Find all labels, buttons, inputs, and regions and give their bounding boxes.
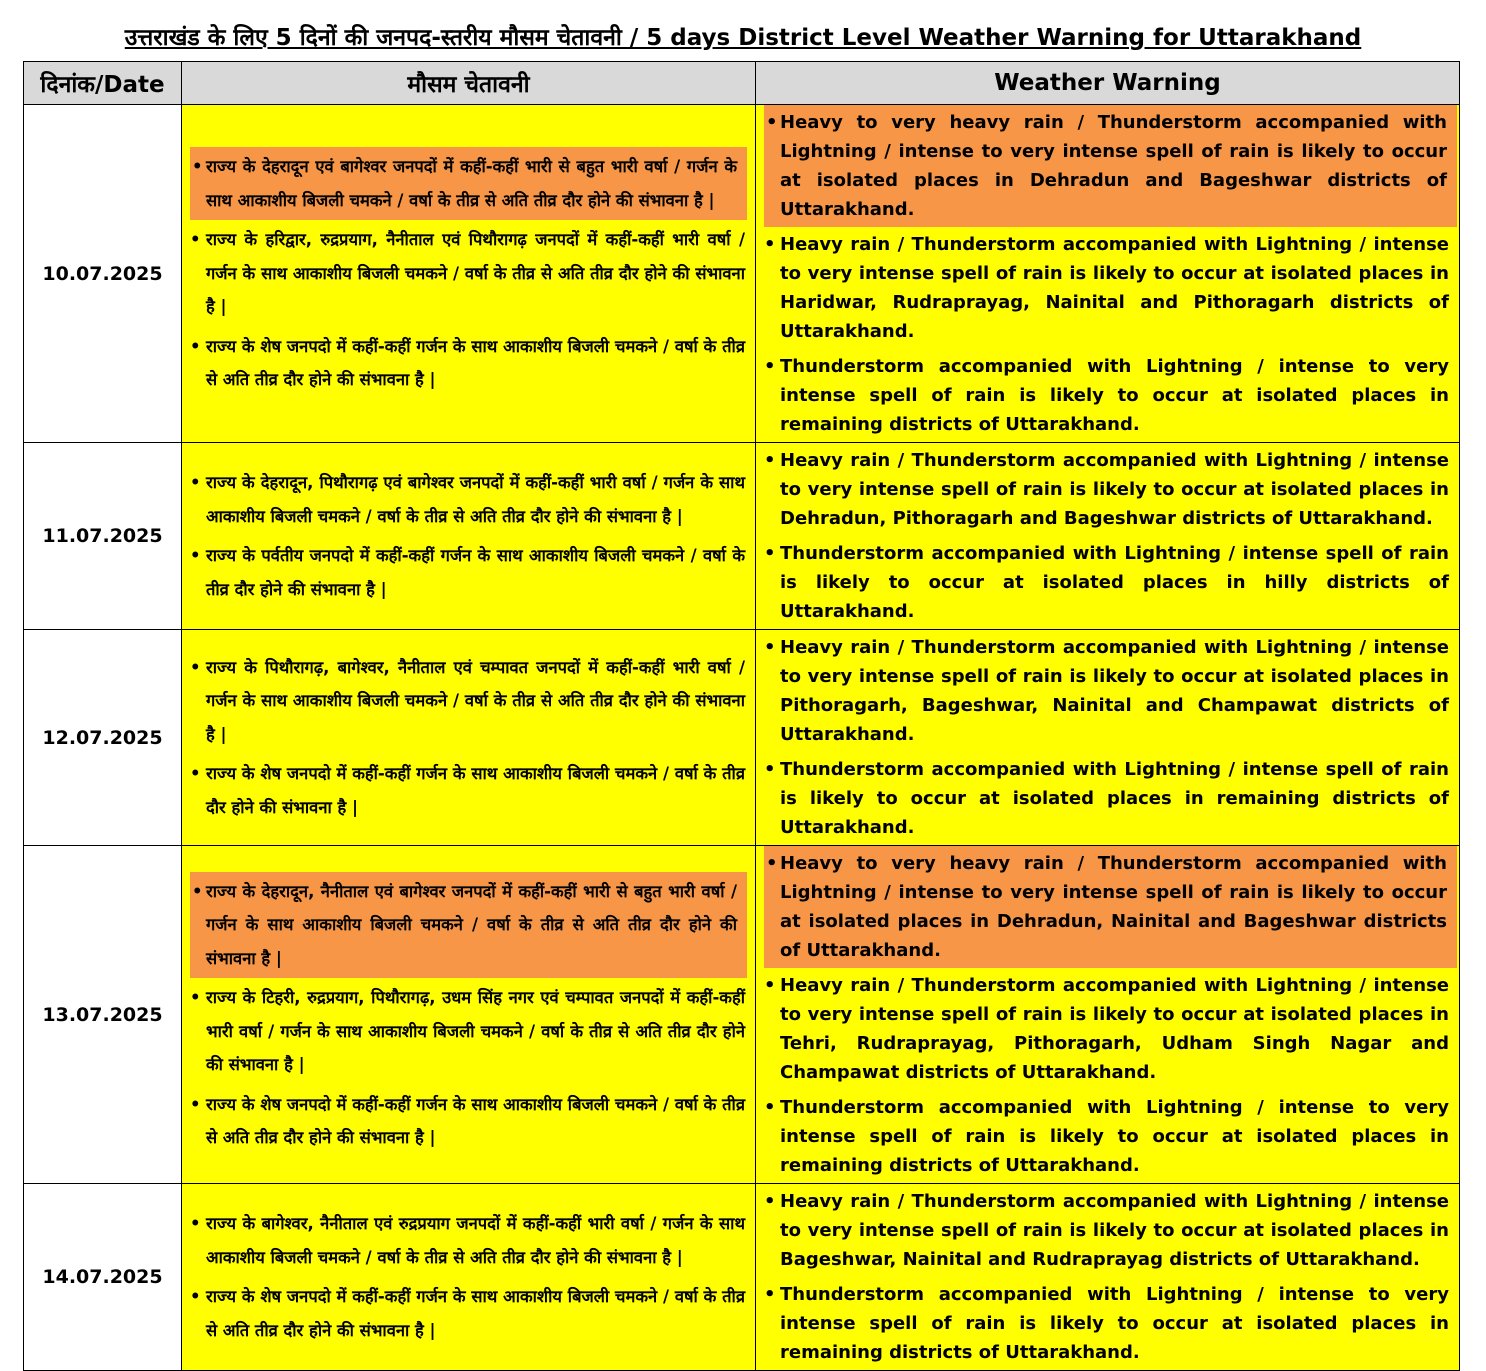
hindi-warning-cell xyxy=(182,1184,756,1371)
warning-item: • Thunderstorm accompanied with Lightning / intense to very intense spell of rain is likely to occur at isolated places in remaining districts of Uttarakhand. xyxy=(756,1090,1459,1183)
warning-item: • राज्य के बागेश्वर, नैनीताल एवं रुद्रप्रयाग जनपदों में कहीं-कहीं भारी वर्षा / गर्जन के साथ आकाशीय बिजली चमकने / वर्षा के तीव्र से अति तीव्र दौर होने की संभावना है | xyxy=(182,1204,755,1277)
warning-item: • Thunderstorm accompanied with Lightning / intense spell of rain is likely to occur at isolated places in remaining districts of Uttarakhand. xyxy=(756,752,1459,845)
date-cell: 11.07.2025 xyxy=(24,443,182,630)
warning-item: • राज्य के शेष जनपदो में कहीं-कहीं गर्जन के साथ आकाशीय बिजली चमकने / वर्षा के तीव्र से अति तीव्र दौर होने की संभावना है | xyxy=(182,1085,755,1158)
warning-item: • Heavy rain / Thunderstorm accompanied with Lightning / intense to very intense spell of rain is likely to occur at isolated places in Pithoragarh, Bageshwar, Nainital and Champawat districts of Uttarakhand. xyxy=(756,630,1459,752)
table-row xyxy=(24,630,1460,846)
table-row xyxy=(24,846,1460,1184)
warning-item-severe: • Heavy to very heavy rain / Thunderstorm accompanied with Lightning / intense to very intense spell of rain is likely to occur at isolated places in Dehradun and Bageshwar districts of Uttarakhand. xyxy=(764,105,1457,227)
header-hindi-warning: मौसम चेतावनी xyxy=(182,62,756,105)
page-title: उत्तराखंड के लिए 5 दिनों की जनपद-स्तरीय मौसम चेतावनी / 5 days District Level Weather Warning for Uttarakhand xyxy=(124,25,1362,51)
warning-item: • राज्य के टिहरी, रुद्रप्रयाग, पिथौरागढ़, उधम सिंह नगर एवं चम्पावत जनपदों में कहीं-कहीं भारी वर्षा / गर्जन के साथ आकाशीय बिजली चमकने / वर्षा के तीव्र से अति तीव्र दौर होने की संभावना है | xyxy=(182,978,755,1085)
warning-item: • राज्य के पर्वतीय जनपदो में कहीं-कहीं गर्जन के साथ आकाशीय बिजली चमकने / वर्षा के तीव्र दौर होने की संभावना है | xyxy=(182,536,755,609)
warning-item: • राज्य के हरिद्वार, रुद्रप्रयाग, नैनीताल एवं पिथौरागढ़ जनपदों में कहीं-कहीं भारी वर्षा / गर्जन के साथ आकाशीय बिजली चमकने / वर्षा के तीव्र से अति तीव्र दौर होने की संभावना है | xyxy=(182,220,755,327)
warning-item: • Heavy rain / Thunderstorm accompanied with Lightning / intense to very intense spell of rain is likely to occur at isolated places in Dehradun, Pithoragarh and Bageshwar districts of Uttarakhand. xyxy=(756,443,1459,536)
hindi-warning-cell xyxy=(182,630,756,846)
english-warning-cell xyxy=(756,443,1460,630)
english-warning-cell xyxy=(756,630,1460,846)
warning-item: • Thunderstorm accompanied with Lightning / intense to very intense spell of rain is likely to occur at isolated places in remaining districts of Uttarakhand. xyxy=(756,1277,1459,1370)
table-row xyxy=(24,105,1460,443)
warning-item: • राज्य के शेष जनपदो में कहीं-कहीं गर्जन के साथ आकाशीय बिजली चमकने / वर्षा के तीव्र से अति तीव्र दौर होने की संभावना है | xyxy=(182,1277,755,1350)
english-warning-cell xyxy=(756,105,1460,443)
warning-item: • Heavy rain / Thunderstorm accompanied with Lightning / intense to very intense spell of rain is likely to occur at isolated places in Tehri, Rudraprayag, Pithoragarh, Udham Singh Nagar and Champawat districts of Uttarakhand. xyxy=(756,968,1459,1090)
date-cell: 10.07.2025 xyxy=(24,105,182,443)
warning-item: • Thunderstorm accompanied with Lightning / intense spell of rain is likely to occur at isolated places in hilly districts of Uttarakhand. xyxy=(756,536,1459,629)
table-row xyxy=(24,1184,1460,1371)
hindi-warning-cell xyxy=(182,846,756,1184)
hindi-warning-cell xyxy=(182,443,756,630)
english-warning-cell xyxy=(756,846,1460,1184)
warning-item-severe: • राज्य के देहरादून, नैनीताल एवं बागेश्वर जनपदों में कहीं-कहीं भारी से बहुत भारी वर्षा / गर्जन के साथ आकाशीय बिजली चमकने / वर्षा के तीव्र से अति तीव्र दौर होने की संभावना है | xyxy=(190,872,747,979)
hindi-warning-cell xyxy=(182,105,756,443)
warning-item: • Thunderstorm accompanied with Lightning / intense to very intense spell of rain is likely to occur at isolated places in remaining districts of Uttarakhand. xyxy=(756,349,1459,442)
warning-item: • राज्य के देहरादून, पिथौरागढ़ एवं बागेश्वर जनपदों में कहीं-कहीं भारी वर्षा / गर्जन के साथ आकाशीय बिजली चमकने / वर्षा के तीव्र से अति तीव्र दौर होने की संभावना है | xyxy=(182,463,755,536)
warning-item: • राज्य के शेष जनपदो में कहीं-कहीं गर्जन के साथ आकाशीय बिजली चमकने / वर्षा के तीव्र दौर होने की संभावना है | xyxy=(182,754,755,827)
date-cell: 12.07.2025 xyxy=(24,630,182,846)
header-english-warning: Weather Warning xyxy=(756,62,1460,105)
warning-item: • राज्य के पिथौरागढ़, बागेश्वर, नैनीताल एवं चम्पावत जनपदों में कहीं-कहीं भारी वर्षा / गर्जन के साथ आकाशीय बिजली चमकने / वर्षा के तीव्र से अति तीव्र दौर होने की संभावना है | xyxy=(182,648,755,755)
warning-item: • Heavy rain / Thunderstorm accompanied with Lightning / intense to very intense spell of rain is likely to occur at isolated places in Haridwar, Rudraprayag, Nainital and Pithoragarh districts of Uttarakhand. xyxy=(756,227,1459,349)
warning-item-severe: • Heavy to very heavy rain / Thunderstorm accompanied with Lightning / intense to very intense spell of rain is likely to occur at isolated places in Dehradun, Nainital and Bageshwar districts of Uttarakhand. xyxy=(764,846,1457,968)
table-header-row xyxy=(24,62,1460,105)
header-date: दिनांक/Date xyxy=(24,62,182,105)
warning-item-severe: • राज्य के देहरादून एवं बागेश्वर जनपदों में कहीं-कहीं भारी से बहुत भारी वर्षा / गर्जन के साथ आकाशीय बिजली चमकने / वर्षा के तीव्र से अति तीव्र दौर होने की संभावना है | xyxy=(190,147,747,220)
warning-item: • राज्य के शेष जनपदो में कहीं-कहीं गर्जन के साथ आकाशीय बिजली चमकने / वर्षा के तीव्र से अति तीव्र दौर होने की संभावना है | xyxy=(182,327,755,400)
warning-item: • Heavy rain / Thunderstorm accompanied with Lightning / intense to very intense spell of rain is likely to occur at isolated places in Bageshwar, Nainital and Rudraprayag districts of Uttarakhand. xyxy=(756,1184,1459,1277)
date-cell: 13.07.2025 xyxy=(24,846,182,1184)
english-warning-cell xyxy=(756,1184,1460,1371)
warning-table xyxy=(23,61,1460,1371)
date-cell: 14.07.2025 xyxy=(24,1184,182,1371)
table-row xyxy=(24,443,1460,630)
